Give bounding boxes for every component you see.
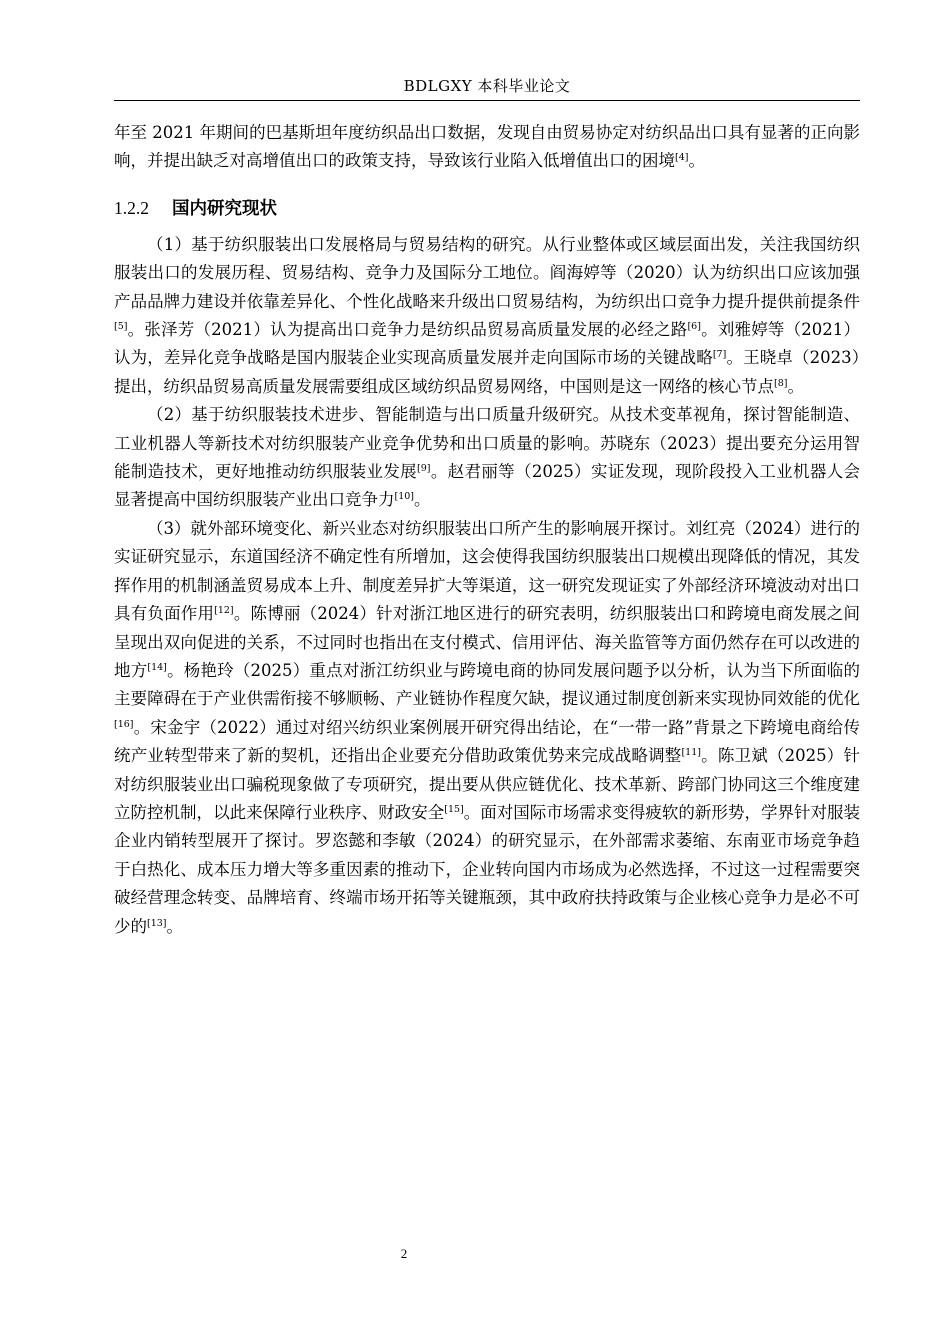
paragraph-text: 。赵君丽等（2025）实证发现，现阶段投入工业机器人会显著提高中国纺织服装产业出口竞争力 <box>114 462 860 510</box>
paragraph-text: （3）就外部环境变化、新兴业态对纺织服装出口所产生的影响展开探讨。刘红亮（2024）进行的实证研究显示，东道国经济不确定性有所增加，这会使得我国纺织服装出口规模出现降低的情况，其发挥作用的机制涵盖贸易成本上升、制度差异扩大等渠道，这一研究发现证实了外部经济环境波动对出口具有负面作用 <box>114 518 860 624</box>
citation-ref: [9] <box>417 463 431 475</box>
paragraph-text: 。张泽芳（2021）认为提高出口竞争力是纺织品贸易高质量发展的必经之路 <box>127 320 688 340</box>
citation-ref: [8] <box>774 377 788 389</box>
citation-ref: [12] <box>214 605 234 617</box>
paragraph-text: 。宋金宇（2022）通过对绍兴纺织业案例展开研究得出结论，在“一带一路”背景之下跨境电商给传统产业转型带来了新的契机，还指出企业要充分借助政策优势来完成战略调整 <box>114 717 860 766</box>
section-heading <box>114 194 860 223</box>
paragraph-3 <box>114 515 860 941</box>
paragraph-text: （1）基于纺织服装出口发展格局与贸易结构的研究。从行业整体或区域层面出发，关注我国纺织服装出口的发展历程、贸易结构、竞争力及国际分工地位。阎海婷等（2020）认为纺织出口应该加强产品品牌力建设并依靠差异化、个性化战略来升级出口贸易结构，为纺织出口竞争力提升提供前提条件 <box>114 234 860 311</box>
paragraph-text: 。 <box>787 376 804 396</box>
paragraph-text: 。杨艳玲（2025）重点对浙江纺织业与跨境电商的协同发展问题予以分析，认为当下所面临的主要障碍在于产业供需衔接不够顺畅、产业链协作程度欠缺，提议通过制度创新来实现协同效能的优化 <box>114 660 861 709</box>
paragraph-text: 年至 2021 年期间的巴基斯坦年度纺织品出口数据，发现自由贸易协定对纺织品出口具有显著的正向影响，并提出缺乏对高增值出口的政策支持，导致该行业陷入低增值出口的困境 <box>114 123 860 171</box>
citation-ref: [14] <box>147 661 167 673</box>
paragraph-text: 。 <box>414 490 431 510</box>
paragraph-text: （2）基于纺织服装技术进步、智能制造与出口质量升级研究。从技术变革视角，探讨智能制造、工业机器人等新技术对纺织服装产业竞争优势和出口质量的影响。苏晓东（2023）提出要充分运用智能制造技术，更好地推动纺织服装业发展 <box>114 405 860 482</box>
citation-ref: [4] <box>675 152 689 164</box>
citation-ref: [5] <box>114 321 128 333</box>
citation-ref: [11] <box>681 747 701 759</box>
paragraph-text: 。 <box>688 151 705 171</box>
page-number: 2 <box>400 1246 408 1261</box>
paragraph-text: 。面对国际市场需求变得疲软的新形势，学界针对服装企业内销转型展开了探讨。罗恣懿和李敏（2024）的研究显示，在外部需求萎缩、东南亚市场竞争趋于白热化、成本压力增大等多重因素的推动下，企业转向国内市场成为必然选择，不过这一过程需要突破经营理念转变、品牌培育、终端市场开拓等关键瓶颈，其中政府扶持政策与企业核心竞争力是必不可少的 <box>114 802 861 936</box>
paragraph-text: 。陈卫斌（2025）针对纺织服装业出口骗税现象做了专项研究，提出要从供应链优化、技术革新、跨部门协同这三个维度建立防控机制，以此来保障行业秩序、财政安全 <box>114 746 860 822</box>
paragraph-text: 。 <box>166 916 184 936</box>
paragraph-continued <box>114 119 860 176</box>
citation-ref: [16] <box>114 718 134 730</box>
citation-ref: [15] <box>444 803 464 815</box>
paragraph-text: 。陈博丽（2024）针对浙江地区进行的研究表明，纺织服装出口和跨境电商发展之间呈现出双向促进的关系，不过同时也指出在支付模式、信用评估、海关监管等方面仍然存在可以改进的地方 <box>114 604 860 680</box>
header-rule <box>114 100 860 101</box>
section-title: 国内研究现状 <box>172 198 277 219</box>
citation-ref: [7] <box>712 349 727 361</box>
body-text <box>114 119 860 941</box>
section-number: 1.2.2 <box>114 197 149 218</box>
paragraph-1 <box>114 231 860 401</box>
running-header: BDLGXY 本科毕业论文 <box>403 77 571 95</box>
citation-ref: [10] <box>394 491 415 503</box>
paragraph-2 <box>114 401 860 515</box>
paragraph-text: 。王晓卓（2023）提出，纺织品贸易高质量发展需要组成区域纺织品贸易网络，中国则是这一网络的核心节点 <box>114 348 860 396</box>
citation-ref: [13] <box>147 917 167 929</box>
citation-ref: [6] <box>687 321 701 333</box>
paragraph-text: 。刘雅婷等（2021）认为，差异化竞争战略是国内服装企业实现高质量发展并走向国际市场的关键战略 <box>114 320 860 368</box>
